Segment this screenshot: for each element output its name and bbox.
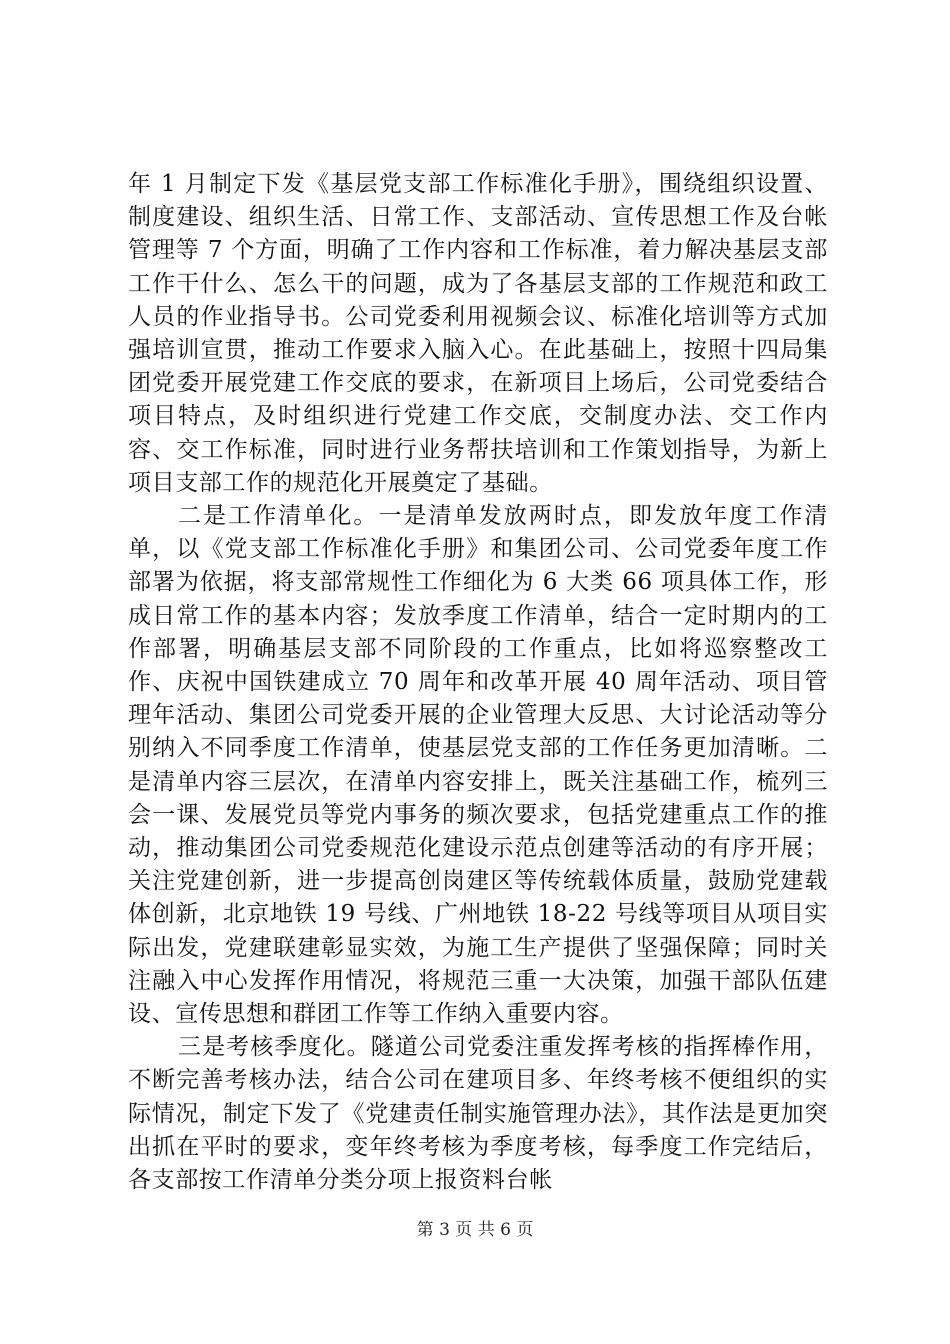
paragraph-work-checklist: 二是工作清单化。一是清单发放两时点，即发放年度工作清单，以《党支部工作标准化手册》和集团公司、公司党委年度工作部署为依据，将支部常规性工作细化为 6 大类 66 项具体工作，形成日常工作的基本内容；发放季度工作清单，结合一定时期内的工作部署，明确基层支部不同阶段的工作重点，比如将巡察整改工作、庆祝中国铁建成立 70 周年和改革开展 40 周年活动、项目管理年活动、集团公司党委开展的企业管理大反思、大讨论活动等分别纳入不同季度工作清单，使基层党支部的工作任务更加清晰。二是清单内容三层次，在清单内容安排上，既关注基础工作，梳列三会一课、发展党员等党内事务的频次要求，包括党建重点工作的推动，推动集团公司党委规范化建设示范点创建等活动的有序开展；关注党建创新，进一步提高创岗建区等传统载体质量，鼓励党建载体创新，北京地铁 19 号线、广州地铁 18-22 号线等项目从项目实际出发，党建联建彰显实效，为施工生产提供了坚强保障；同时关注融入中心发挥作用情况，将规范三重一大决策，加强干部队伍建设、宣传思想和群团工作等工作纳入重要内容。 [128, 503, 828, 1028]
document-body [128, 168, 828, 1197]
paragraph-continuation: 年 1 月制定下发《基层党支部工作标准化手册》，围绕组织设置、制度建设、组织生活、日常工作、支部活动、宣传思想工作及台帐管理等 7 个方面，明确了工作内容和工作标准，着力解决基层支部工作干什么、怎么干的问题，成为了各基层支部的工作规范和政工人员的作业指导书。公司党委利用视频会议、标准化培训等方式加强培训宣贯，推动工作要求入脑入心。在此基础上，按照十四局集团党委开展党建工作交底的要求，在新项目上场后，公司党委结合项目特点，及时组织进行党建工作交底，交制度办法、交工作内容、交工作标准，同时进行业务帮扶培训和工作策划指导，为新上项目支部工作的规范化开展奠定了基础。 [128, 171, 828, 496]
paragraph-quarterly-assessment: 三是考核季度化。隧道公司党委注重发挥考核的指挥棒作用，不断完善考核办法，结合公司在建项目多、年终考核不便组织的实际情况，制定下发了《党建责任制实施管理办法》，其作法是更加突出抓在平时的要求，变年终考核为季度考核，每季度工作完结后，各支部按工作清单分类分项上报资料台帐 [128, 1034, 828, 1194]
page-footer: 第 3 页 共 6 页 [416, 1220, 534, 1240]
